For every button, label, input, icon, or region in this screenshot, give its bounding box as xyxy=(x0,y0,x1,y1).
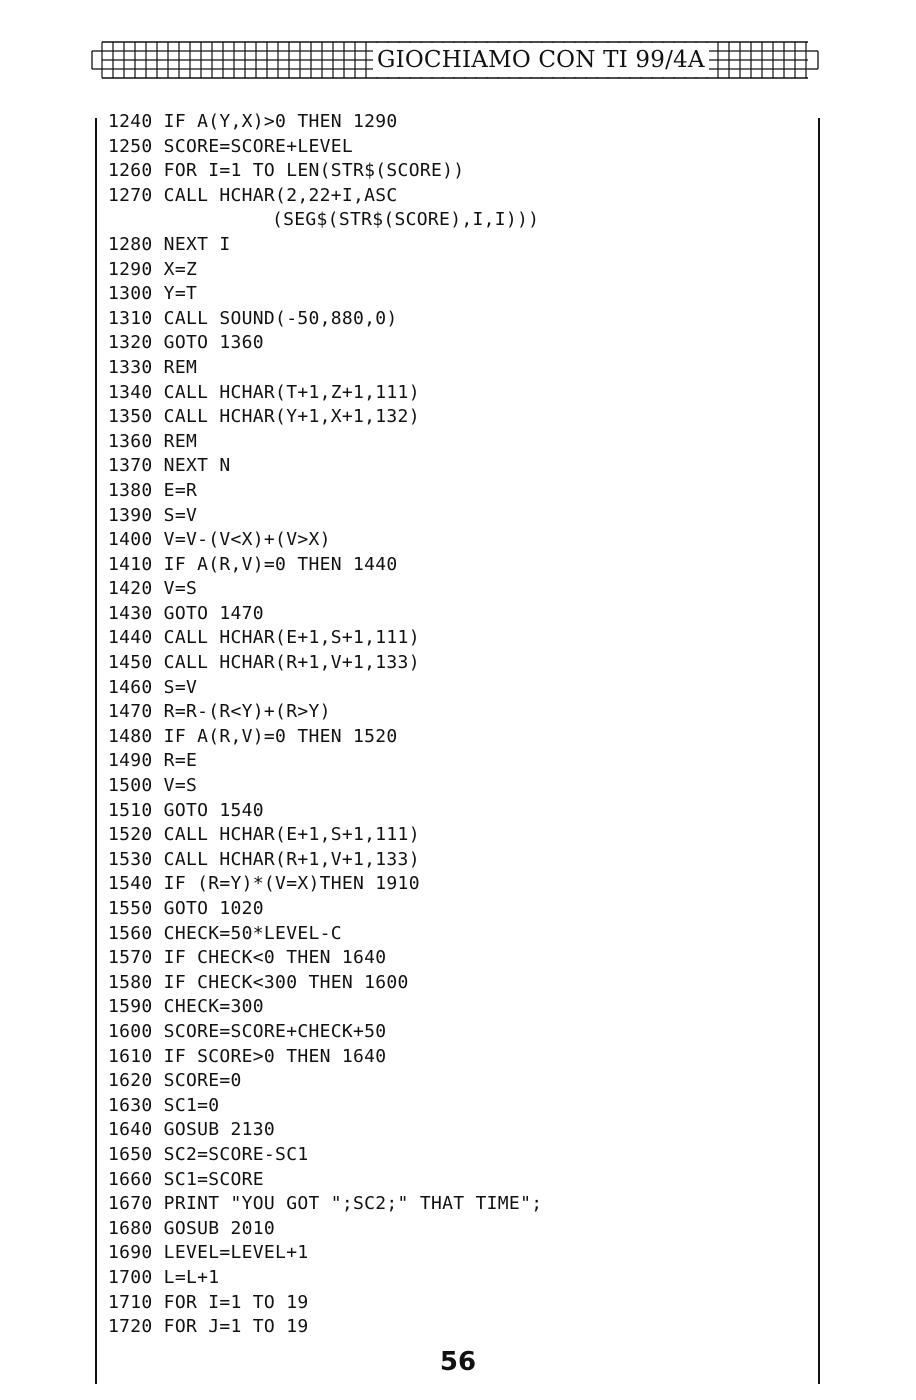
code-line: 1300 Y=T xyxy=(108,283,198,305)
code-line: 1630 SC1=0 xyxy=(108,1094,220,1116)
code-line: 1690 LEVEL=LEVEL+1 xyxy=(108,1242,309,1264)
code-line: 1670 PRINT "YOU GOT ";SC2;" THAT TIME"; xyxy=(108,1193,543,1215)
code-line: 1320 GOTO 1360 xyxy=(108,332,264,354)
code-line: 1410 IF A(R,V)=0 THEN 1440 xyxy=(108,553,398,575)
code-line: 1400 V=V-(V<X)+(V>X) xyxy=(108,529,331,551)
left-margin-rule xyxy=(95,118,97,1384)
code-line: 1720 FOR J=1 TO 19 xyxy=(108,1316,309,1338)
code-line: 1550 GOTO 1020 xyxy=(108,898,264,919)
code-line: 1590 CHECK=300 xyxy=(108,996,264,1018)
code-line: 1330 REM xyxy=(108,356,198,378)
code-line: 1430 GOTO 1470 xyxy=(108,602,264,624)
code-line: 1700 L=L+1 xyxy=(108,1266,220,1288)
code-line: 1660 SC1=SCORE xyxy=(108,1168,264,1190)
code-line: 1500 V=S xyxy=(108,775,198,797)
code-line: 1390 S=V xyxy=(108,504,198,526)
code-line: 1290 X=Z xyxy=(108,258,198,280)
code-line: 1560 CHECK=50*LEVEL-C xyxy=(108,922,342,944)
code-line: 1260 FOR I=1 TO LEN(STR$(SCORE)) xyxy=(108,160,465,182)
code-line: 1640 GOSUB 2130 xyxy=(108,1119,276,1141)
code-line: 1370 NEXT N xyxy=(108,455,231,477)
code-line: 1380 E=R xyxy=(108,479,198,501)
code-line: 1710 FOR I=1 TO 19 xyxy=(108,1291,309,1313)
code-line-continuation: (SEG$(STR$(SCORE),I,I))) xyxy=(272,209,540,231)
code-line: 1680 GOSUB 2010 xyxy=(108,1217,276,1239)
code-line: 1350 CALL HCHAR(Y+1,X+1,132) xyxy=(108,406,420,428)
code-line: 1620 SCORE=0 xyxy=(108,1070,242,1092)
code-line: 1310 CALL SOUND(-50,880,0) xyxy=(108,307,398,329)
code-line: 1340 CALL HCHAR(T+1,Z+1,111) xyxy=(108,381,420,403)
program-listing xyxy=(108,110,542,1340)
code-line: 1580 IF CHECK<300 THEN 1600 xyxy=(108,971,409,993)
code-line: 1520 CALL HCHAR(E+1,S+1,111) xyxy=(108,824,420,846)
code-line: 1510 GOTO 1540 xyxy=(108,799,264,821)
code-line: 1650 SC2=SCORE-SC1 xyxy=(108,1143,309,1165)
page-header xyxy=(90,38,820,82)
code-line: 1570 IF CHECK<0 THEN 1640 xyxy=(108,947,387,969)
code-line: 1470 R=R-(R<Y)+(R>Y) xyxy=(108,701,331,723)
page-title: GIOCHIAMO CON TI 99/4A xyxy=(373,43,709,77)
code-line: 1240 IF A(Y,X)>0 THEN 1290 xyxy=(108,111,398,132)
code-line: 1480 IF A(R,V)=0 THEN 1520 xyxy=(108,725,398,747)
code-line: 1360 REM xyxy=(108,430,198,452)
code-line: 1420 V=S xyxy=(108,578,198,600)
page-number: 56 xyxy=(439,1347,477,1377)
code-line: 1600 SCORE=SCORE+CHECK+50 xyxy=(108,1020,387,1042)
code-line: 1460 S=V xyxy=(108,676,198,698)
code-line: 1610 IF SCORE>0 THEN 1640 xyxy=(108,1045,387,1067)
right-margin-rule xyxy=(818,118,820,1384)
code-line: 1540 IF (R=Y)*(V=X)THEN 1910 xyxy=(108,873,420,895)
code-line: 1450 CALL HCHAR(R+1,V+1,133) xyxy=(108,652,420,674)
code-line: 1440 CALL HCHAR(E+1,S+1,111) xyxy=(108,627,420,649)
code-line: 1250 SCORE=SCORE+LEVEL xyxy=(108,135,354,157)
code-line: 1490 R=E xyxy=(108,750,198,772)
code-line: 1270 CALL HCHAR(2,22+I,ASC xyxy=(108,184,398,206)
code-line: 1280 NEXT I xyxy=(108,233,231,255)
code-line: 1530 CALL HCHAR(R+1,V+1,133) xyxy=(108,848,420,870)
